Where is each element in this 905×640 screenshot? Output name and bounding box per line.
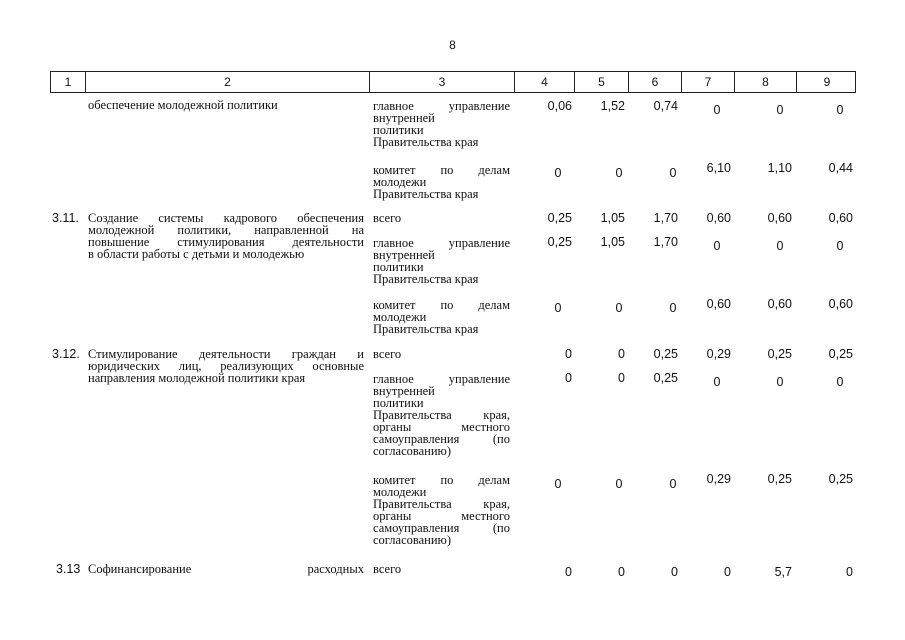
value-cell: 0,60 (706, 297, 731, 311)
value-cell: 0 (565, 371, 572, 385)
value-cell: 0 (554, 166, 562, 180)
header-col-6: 6 (629, 72, 682, 92)
value-cell: 0,25 (653, 371, 678, 385)
value-cell: 0,06 (547, 99, 572, 113)
page-number: 8 (449, 38, 456, 52)
value-cell: 0 (554, 301, 562, 315)
measure-title: Стимулирование деятельности граждан и юридических лиц, реализующих основные направления молодежной политики края (88, 347, 364, 385)
value-cell: 0 (713, 375, 721, 389)
value-cell: 0 (724, 565, 731, 579)
header-col-3: 3 (370, 72, 515, 92)
header-col-5: 5 (575, 72, 629, 92)
value-cell: 0,44 (828, 161, 853, 175)
header-col-2: 2 (86, 72, 370, 92)
executor-cell: комитет по делам молодежи Правительства края (373, 163, 510, 201)
value-cell: 0 (618, 347, 625, 361)
measure-title: Софинансирование расходных (88, 562, 364, 576)
executor-cell: всего (373, 562, 402, 576)
executor-cell: комитет по делам молодежи Правительства края (373, 298, 510, 336)
value-cell: 6,10 (706, 161, 731, 175)
value-cell: 0,29 (706, 472, 731, 486)
value-cell: 1,10 (767, 161, 792, 175)
value-cell: 1,05 (600, 235, 625, 249)
value-cell: 0 (836, 103, 844, 117)
value-cell: 0,60 (828, 297, 853, 311)
executor-cell: главное управление внутренней политики Правительства края, органы местного самоуправления (по согласованию) (373, 372, 510, 458)
row-number: 3.11. (52, 211, 79, 225)
value-cell: 0 (669, 166, 677, 180)
value-cell: 1,70 (653, 235, 678, 249)
value-cell: 0,25 (653, 347, 678, 361)
value-cell: 0,60 (767, 211, 792, 225)
value-cell: 0 (615, 477, 623, 491)
value-cell: 0,25 (828, 472, 853, 486)
value-cell: 0,60 (767, 297, 792, 311)
header-col-8: 8 (735, 72, 797, 92)
header-col-9: 9 (823, 75, 831, 89)
value-cell: 5,7 (774, 565, 792, 579)
value-cell: 0 (669, 301, 677, 315)
executor-cell: комитет по делам молодежи Правительства края, органы местного самоуправления (по согласованию) (373, 473, 510, 547)
executor-cell: всего (373, 347, 402, 361)
value-cell: 0 (836, 239, 844, 253)
executor-cell: всего (373, 211, 402, 225)
value-cell: 0 (713, 103, 721, 117)
value-cell: 0 (713, 239, 721, 253)
value-cell: 0 (565, 347, 572, 361)
value-cell: 0 (565, 565, 572, 579)
value-cell: 0 (669, 477, 677, 491)
value-cell: 0 (776, 375, 784, 389)
value-cell: 0,25 (767, 472, 792, 486)
header-col-1: 1 (51, 72, 86, 92)
value-cell: 0 (615, 166, 623, 180)
executor-cell: главное управление внутренней политики Правительства края (373, 236, 510, 286)
value-cell: 0,25 (547, 235, 572, 249)
value-cell: 0 (554, 477, 562, 491)
row-number: 3.12. (52, 347, 80, 361)
value-cell: 1,05 (600, 211, 625, 225)
value-cell: 0,60 (706, 211, 731, 225)
value-cell: 1,70 (653, 211, 678, 225)
value-cell: 0 (618, 371, 625, 385)
value-cell: 0 (615, 301, 623, 315)
value-cell: 0 (776, 103, 784, 117)
value-cell: 0 (836, 375, 844, 389)
row-number: 3.13 (56, 562, 81, 576)
value-cell: 0,25 (828, 347, 853, 361)
value-cell: 0 (618, 565, 625, 579)
header-col-7: 7 (682, 72, 735, 92)
value-cell: 0,29 (706, 347, 731, 361)
value-cell: 0,60 (828, 211, 853, 225)
table-header (50, 71, 856, 93)
executor-cell: главное управление внутренней политики Правительства края (373, 99, 510, 149)
header-col-4: 4 (515, 72, 575, 92)
value-cell: 0 (671, 565, 678, 579)
value-cell: 1,52 (600, 99, 625, 113)
measure-title: обеспечение молодежной политики (88, 98, 278, 112)
value-cell: 0 (776, 239, 784, 253)
value-cell: 0,25 (547, 211, 572, 225)
value-cell: 0,74 (653, 99, 678, 113)
value-cell: 0 (846, 565, 853, 579)
value-cell: 0,25 (767, 347, 792, 361)
measure-title: Создание системы кадрового обеспечения молодежной политики, направленной на повышение стимулирования деятельности в области работы с детьми и молодежью (88, 211, 364, 261)
